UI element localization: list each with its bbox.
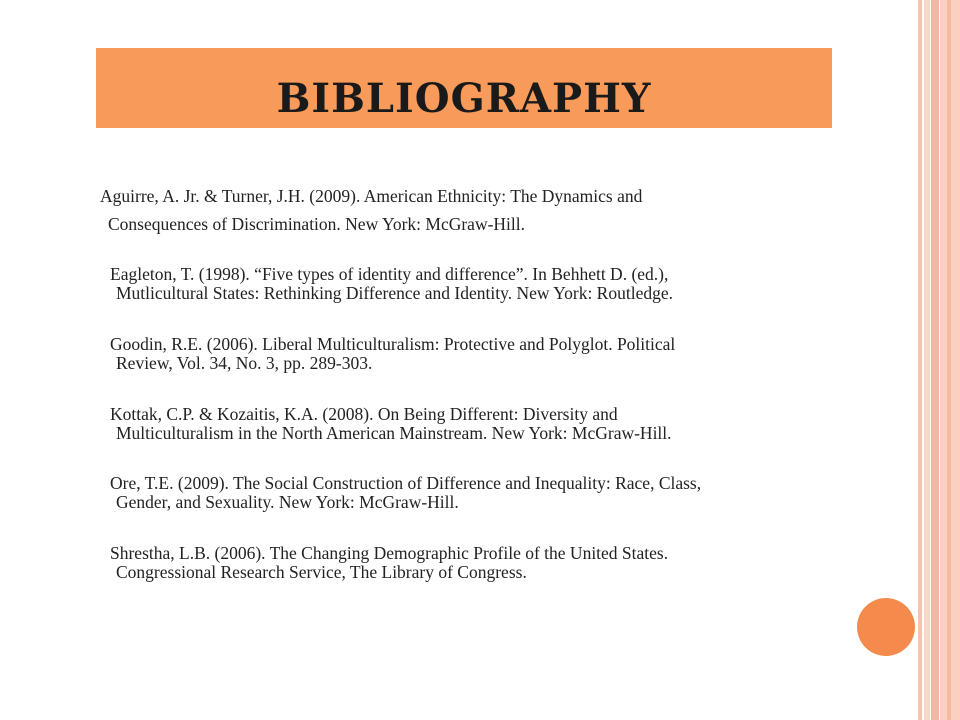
reference-line: Ore, T.E. (2009). The Social Construction of Difference and Inequality: Race, Class, <box>110 473 702 493</box>
reference-item <box>100 543 860 581</box>
reference-line: Goodin, R.E. (2006). Liberal Multiculturalism: Protective and Polyglot. Political <box>110 334 676 354</box>
decorative-stripe <box>924 0 930 720</box>
title-banner <box>96 48 832 128</box>
reference-line: Aguirre, A. Jr. & Turner, J.H. (2009). American Ethnicity: The Dynamics and <box>100 186 643 206</box>
decorative-circle <box>857 598 915 656</box>
decorative-stripe <box>918 0 922 720</box>
reference-item <box>100 264 860 302</box>
reference-line: Kottak, C.P. & Kozaitis, K.A. (2008). On Being Different: Diversity and <box>110 404 618 424</box>
reference-line: Eagleton, T. (1998). “Five types of identity and difference”. In Behhett D. (ed.), <box>110 264 669 284</box>
reference-line: Review, Vol. 34, No. 3, pp. 289-303. <box>116 353 373 373</box>
slide-title: BIBLIOGRAPHY <box>276 74 652 122</box>
reference-line: Shrestha, L.B. (2006). The Changing Demographic Profile of the United States. <box>110 543 669 563</box>
reference-item <box>100 404 860 442</box>
reference-item <box>100 473 860 511</box>
decorative-stripe <box>931 0 939 720</box>
reference-line: Gender, and Sexuality. New York: McGraw-Hill. <box>116 492 459 512</box>
reference-line: Consequences of Discrimination. New York: McGraw-Hill. <box>108 214 526 234</box>
reference-line: Mutlicultural States: Rethinking Difference and Identity. New York: Routledge. <box>116 283 673 303</box>
reference-line: Congressional Research Service, The Library of Congress. <box>116 562 527 582</box>
reference-item <box>100 185 860 235</box>
reference-item <box>100 334 860 372</box>
reference-line: Multiculturalism in the North American Mainstream. New York: McGraw-Hill. <box>116 423 672 443</box>
decorative-stripe <box>947 0 951 720</box>
